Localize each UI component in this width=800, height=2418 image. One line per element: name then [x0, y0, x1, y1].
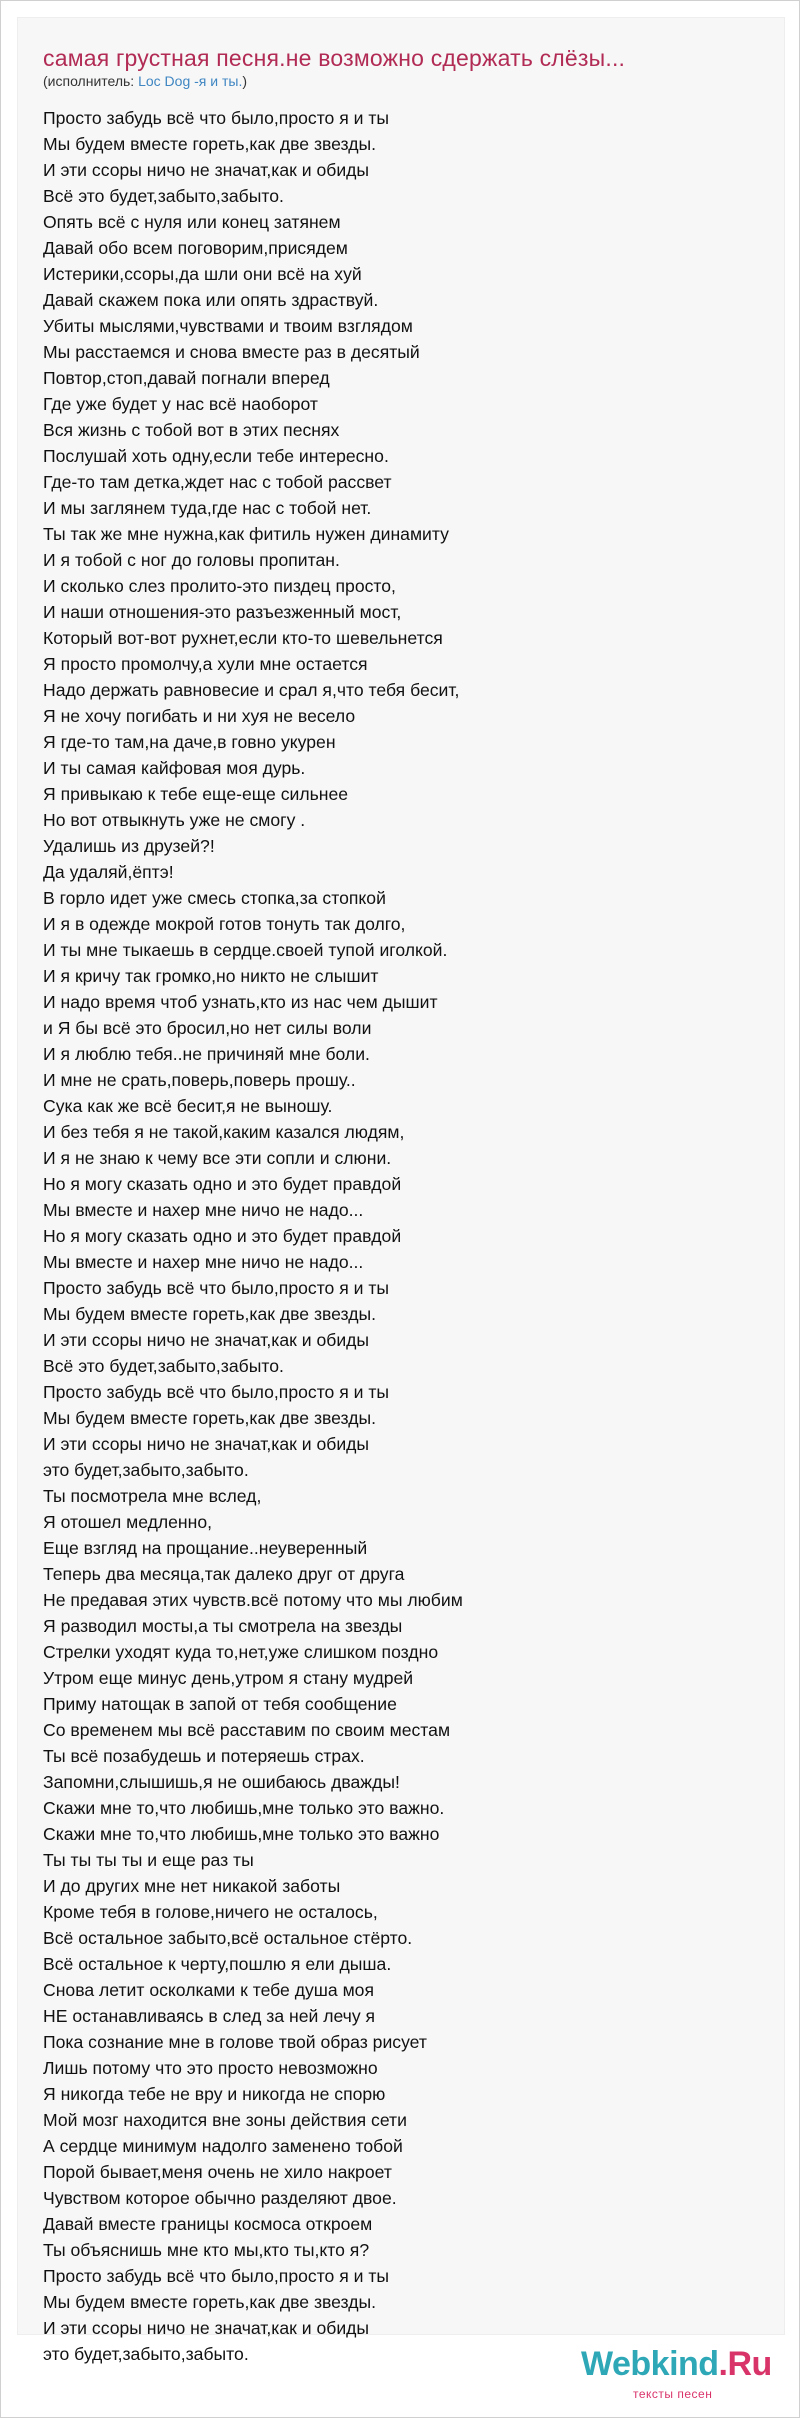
lyric-line: Ты всё позабудешь и потеряешь страх.: [43, 1746, 365, 1766]
lyric-line: Стрелки уходят куда то,нет,уже слишком поздно: [43, 1642, 439, 1662]
lyric-line: Мы будем вместе гореть,как две звезды.: [43, 134, 377, 154]
lyric-line: Я просто промолчу,а хули мне остается: [43, 654, 368, 674]
lyric-line: Ты объяснишь мне кто мы,кто ты,кто я?: [43, 2240, 370, 2260]
lyric-line: И ты самая кайфовая моя дурь.: [43, 758, 306, 778]
logo-main-text: Webkind: [581, 2345, 719, 2383]
lyric-line: А сердце минимум надолго заменено тобой: [43, 2136, 403, 2156]
lyric-line: Но я могу сказать одно и это будет правдой: [43, 1174, 402, 1194]
lyric-line: Где уже будет у нас всё наоборот: [43, 394, 318, 414]
lyric-line: И сколько слез пролито-это пиздец просто,: [43, 576, 396, 596]
lyric-line: Убиты мыслями,чувствами и твоим взглядом: [43, 316, 413, 336]
lyric-line: И мы заглянем туда,где нас с тобой нет.: [43, 498, 372, 518]
lyric-line: И ты мне тыкаешь в сердце.своей тупой иголкой.: [43, 940, 448, 960]
logo-domain-text: .Ru: [718, 2345, 772, 2383]
lyric-line: Всё это будет,забыто,забыто.: [43, 186, 284, 206]
lyric-line: Лишь потому что это просто невозможно: [43, 2058, 378, 2078]
lyric-line: Который вот-вот рухнет,если кто-то шевельнется: [43, 628, 443, 648]
lyric-line: НЕ останавливаясь в след за ней лечу я: [43, 2006, 376, 2026]
song-title: самая грустная песня.не возможно сдержать слёзы...: [43, 45, 626, 71]
lyric-line: И эти ссоры ничо не значат,как и обиды: [43, 2318, 370, 2338]
lyric-line: Еще взгляд на прощание..неуверенный: [43, 1538, 368, 1558]
lyric-line: Я отошел медленно,: [43, 1512, 213, 1532]
lyric-line: Утром еще минус день,утром я стану мудрей: [43, 1668, 414, 1688]
lyric-line: Давай вместе границы космоса откроем: [43, 2214, 373, 2234]
lyric-line: Чувством которое обычно разделяют двое.: [43, 2188, 397, 2208]
lyric-line: Я разводил мосты,а ты смотрела на звезды: [43, 1616, 403, 1636]
lyric-line: Опять всё с нуля или конец затянем: [43, 212, 341, 232]
lyric-line: Мы вместе и нахер мне ничо не надо...: [43, 1200, 364, 1220]
lyric-line: это будет,забыто,забыто.: [43, 2344, 249, 2364]
lyric-line: Сука как же всё бесит,я не выношу.: [43, 1096, 333, 1116]
lyric-line: И до других мне нет никакой заботы: [43, 1876, 341, 1896]
logo-tagline: тексты песен: [633, 2387, 713, 2401]
lyric-line: Мы вместе и нахер мне ничо не надо...: [43, 1252, 364, 1272]
lyric-line: Надо держать равновесие и срал я,что тебя бесит,: [43, 680, 460, 700]
lyric-line: Снова летит осколками к тебе душа моя: [43, 1980, 374, 2000]
lyric-line: Теперь два месяца,так далеко друг от друга: [43, 1564, 405, 1584]
lyric-line: Всё остальное забыто,всё остальное стёрто.: [43, 1928, 413, 1948]
lyric-line: И я тобой с ног до головы пропитан.: [43, 550, 340, 570]
lyrics-list: [43, 105, 743, 2367]
lyric-line: Пока сознание мне в голове твой образ рисует: [43, 2032, 427, 2052]
lyric-line: Ты ты ты ты и еще раз ты: [43, 1850, 254, 1870]
lyric-line: И я не знаю к чему все эти сопли и слюни.: [43, 1148, 392, 1168]
lyric-line: Всё остальное к черту,пошлю я ели дыша.: [43, 1954, 392, 1974]
lyric-line: И эти ссоры ничо не значат,как и обиды: [43, 1330, 370, 1350]
lyric-line: И я кричу так громко,но никто не слышит: [43, 966, 379, 986]
lyric-line: Просто забудь всё что было,просто я и ты: [43, 1278, 390, 1298]
lyric-line: Вся жизнь с тобой вот в этих песнях: [43, 420, 340, 440]
lyric-line: Всё это будет,забыто,забыто.: [43, 1356, 284, 1376]
lyric-line: И я в одежде мокрой готов тонуть так долго,: [43, 914, 406, 934]
lyric-line: И надо время чтоб узнать,кто из нас чем дышит: [43, 992, 438, 1012]
lyric-line: Мой мозг находится вне зоны действия сети: [43, 2110, 407, 2130]
lyric-line: Ты так же мне нужна,как фитиль нужен динамиту: [43, 524, 449, 544]
lyric-line: Приму натощак в запой от тебя сообщение: [43, 1694, 397, 1714]
lyric-line: И мне не срать,поверь,поверь прошу..: [43, 1070, 356, 1090]
lyric-line: Да удаляй,ёптэ!: [43, 862, 174, 882]
lyric-line: Мы будем вместе гореть,как две звезды.: [43, 2292, 377, 2312]
lyric-line: Мы будем вместе гореть,как две звезды.: [43, 1304, 377, 1324]
lyric-line: Где-то там детка,ждет нас с тобой рассвет: [43, 472, 392, 492]
lyric-line: Ты посмотрела мне вслед,: [43, 1486, 262, 1506]
lyric-line: Я никогда тебе не вру и никогда не спорю: [43, 2084, 386, 2104]
performer-suffix: ): [242, 73, 248, 89]
lyric-line: Просто забудь всё что было,просто я и ты: [43, 2266, 390, 2286]
lyric-line: Скажи мне то,что любишь,мне только это важно: [43, 1824, 440, 1844]
lyric-line: Повтор,стоп,давай погнали вперед: [43, 368, 330, 388]
lyric-line: Истерики,ссоры,да шли они всё на хуй: [43, 264, 362, 284]
lyric-line: И эти ссоры ничо не значат,как и обиды: [43, 1434, 370, 1454]
performer-line: [43, 73, 247, 89]
lyric-line: Порой бывает,меня очень не хило накроет: [43, 2162, 392, 2182]
lyric-line: Кроме тебя в голове,ничего не осталось,: [43, 1902, 378, 1922]
lyric-line: И без тебя я не такой,каким казался людям,: [43, 1122, 405, 1142]
lyric-line: В горло идет уже смесь стопка,за стопкой: [43, 888, 386, 908]
lyric-line: Но вот отвыкнуть уже не смогу .: [43, 810, 306, 830]
artist-link[interactable]: Loc Dog -я и ты.: [138, 73, 243, 89]
lyric-line: Я где-то там,на даче,в говно укурен: [43, 732, 336, 752]
lyric-line: Давай скажем пока или опять здраствуй.: [43, 290, 379, 310]
lyric-line: и Я бы всё это бросил,но нет силы воли: [43, 1018, 372, 1038]
lyric-line: Я привыкаю к тебе еще-еще сильнее: [43, 784, 349, 804]
lyric-line: Послушай хоть одну,если тебе интересно.: [43, 446, 389, 466]
lyric-line: И наши отношения-это разъезженный мост,: [43, 602, 402, 622]
logo-wordmark: [581, 2345, 772, 2384]
lyric-line: Скажи мне то,что любишь,мне только это важно.: [43, 1798, 445, 1818]
lyric-line: Удалишь из друзей?!: [43, 836, 215, 856]
lyric-line: Со временем мы всё расставим по своим местам: [43, 1720, 451, 1740]
lyric-line: Просто забудь всё что было,просто я и ты: [43, 108, 390, 128]
lyric-line: Просто забудь всё что было,просто я и ты: [43, 1382, 390, 1402]
lyric-line: Мы будем вместе гореть,как две звезды.: [43, 1408, 377, 1428]
lyric-line: Я не хочу погибать и ни хуя не весело: [43, 706, 356, 726]
site-logo[interactable]: [581, 2345, 781, 2405]
lyric-line: И я люблю тебя..не причиняй мне боли.: [43, 1044, 370, 1064]
lyric-line: Запомни,слышишь,я не ошибаюсь дважды!: [43, 1772, 400, 1792]
performer-prefix: (исполнитель:: [43, 73, 139, 89]
lyric-line: Мы расстаемся и снова вместе раз в десятый: [43, 342, 420, 362]
lyric-line: Давай обо всем поговорим,присядем: [43, 238, 348, 258]
lyric-line: это будет,забыто,забыто.: [43, 1460, 249, 1480]
lyric-line: Не предавая этих чувств.всё потому что мы любим: [43, 1590, 463, 1610]
lyric-line: И эти ссоры ничо не значат,как и обиды: [43, 160, 370, 180]
lyric-line: Но я могу сказать одно и это будет правдой: [43, 1226, 402, 1246]
